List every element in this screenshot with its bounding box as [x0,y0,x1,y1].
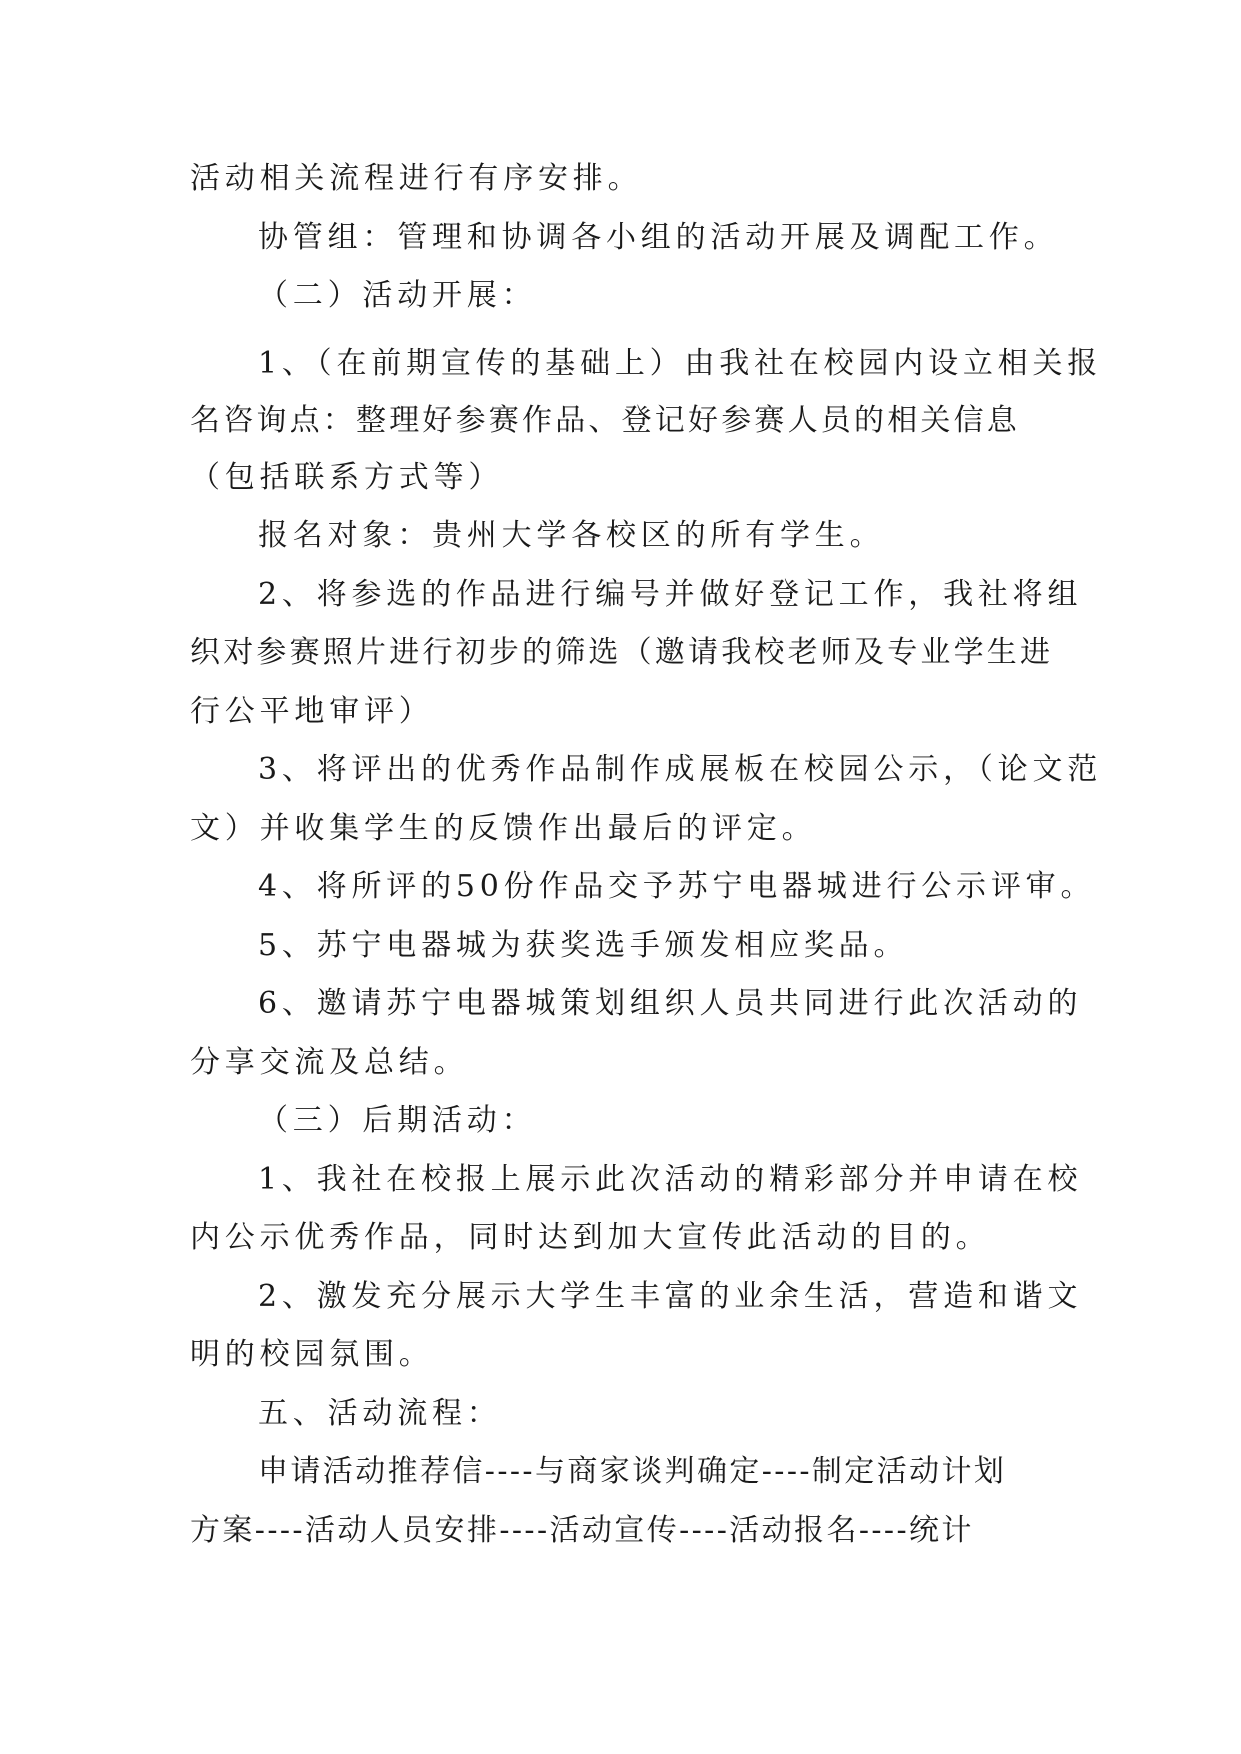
paragraph-line: 2、将参选的作品进行编号并做好登记工作，我社将组 [258,577,1083,612]
paragraph-line: 织对参赛照片进行初步的筛选（邀请我校老师及专业学生进 [190,635,1054,670]
paragraph-line: 方案----活动人员安排----活动宣传----活动报名----统计 [190,1513,974,1548]
paragraph-line: （包括联系方式等） [190,460,504,495]
paragraph-line: 1、（在前期宣传的基础上）由我社在校园内设立相关报 [258,346,1103,381]
paragraph-line: 活动相关流程进行有序安排。 [190,161,643,196]
paragraph-line: 2、激发充分展示大学生丰富的业余生活，营造和谐文 [258,1279,1083,1314]
paragraph-line: 文）并收集学生的反馈作出最后的评定。 [190,811,817,846]
paragraph-line: 1、我社在校报上展示此次活动的精彩部分并申请在校 [258,1162,1083,1197]
section-heading: 五、活动流程： [258,1396,502,1431]
section-heading: （三）后期活动： [258,1103,537,1138]
paragraph-line: 报名对象：贵州大学各校区的所有学生。 [258,518,885,553]
paragraph-line: 内公示优秀作品，同时达到加大宣传此活动的目的。 [190,1220,991,1255]
paragraph-line: 6、邀请苏宁电器城策划组织人员共同进行此次活动的 [258,986,1083,1021]
paragraph-line: 名咨询点：整理好参赛作品、登记好参赛人员的相关信息 [190,403,1020,438]
paragraph-line: 协管组：管理和协调各小组的活动开展及调配工作。 [258,220,1059,255]
paragraph-line: 4、将所评的50份作品交予苏宁电器城进行公示评审。 [258,869,1096,904]
paragraph-line: 分享交流及总结。 [190,1045,469,1080]
paragraph-line: 5、苏宁电器城为获奖选手颁发相应奖品。 [258,928,909,963]
paragraph-line: 明的校园氛围。 [190,1337,434,1372]
section-heading: （二）活动开展： [258,278,537,313]
paragraph-line: 申请活动推荐信----与商家谈判确定----制定活动计划 [258,1454,1007,1489]
paragraph-line: 3、将评出的优秀作品制作成展板在校园公示，（论文范 [258,752,1103,787]
paragraph-line: 行公平地审评） [190,694,434,729]
